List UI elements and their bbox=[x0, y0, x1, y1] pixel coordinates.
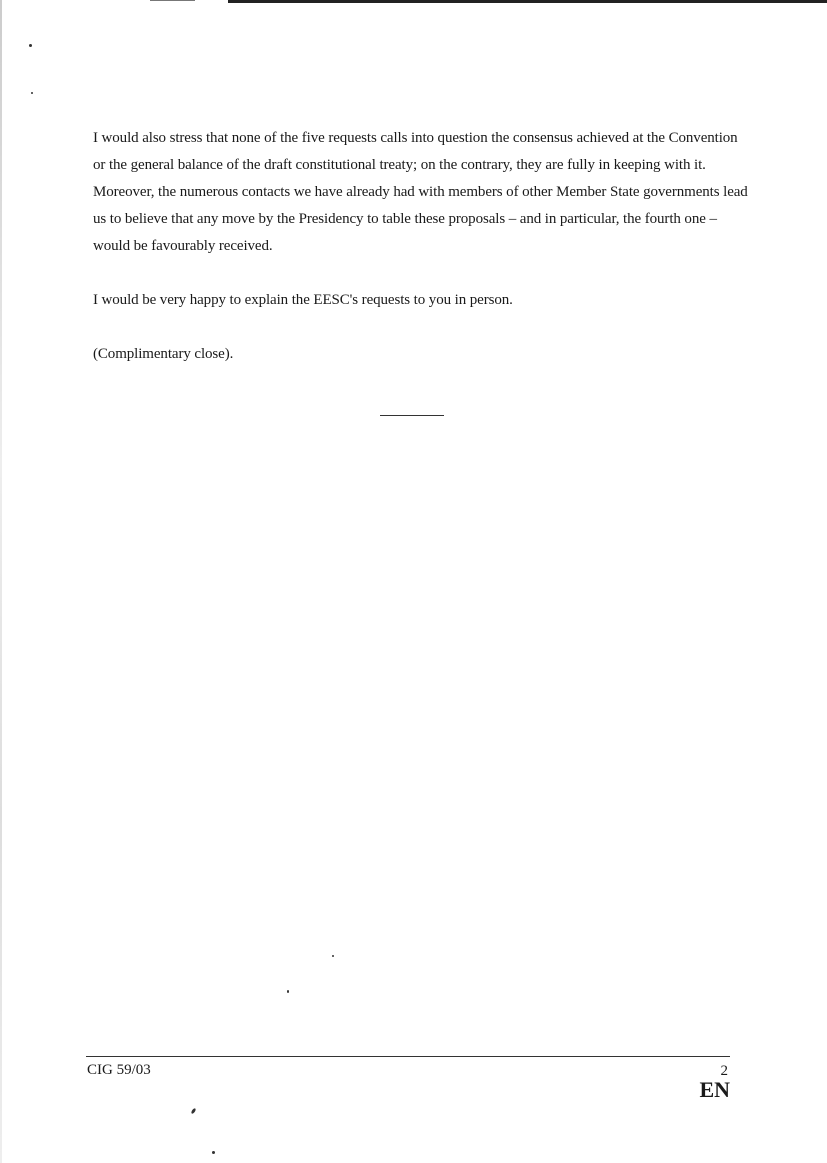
body-paragraph-1: I would also stress that none of the five requests calls into question the consensus achieved at the Convention or the general balance of the draft constitutional treaty; on the contrary, they are fully in keeping with it. Moreover, the numerous contacts we have already had with members of other Member State governments lead us to believe that any move by the Presidency to table these proposals – and in particular, the fourth one – would be favourably received. bbox=[93, 130, 748, 254]
end-of-text-rule bbox=[380, 415, 444, 416]
page-number: 2 bbox=[720, 1063, 728, 1079]
scan-speck bbox=[287, 990, 289, 993]
scan-speck bbox=[332, 955, 334, 957]
top-rule bbox=[228, 0, 827, 3]
top-rule-fragment bbox=[150, 0, 195, 1]
document-reference: CIG 59/03 bbox=[87, 1062, 151, 1078]
scan-left-edge bbox=[0, 0, 2, 1163]
scan-speck bbox=[29, 44, 32, 47]
scan-speck bbox=[212, 1151, 215, 1154]
scan-speck bbox=[31, 92, 33, 94]
language-code: EN bbox=[699, 1077, 730, 1102]
body-paragraph-2: I would be very happy to explain the EESC's requests to you in person. bbox=[93, 292, 513, 308]
footer-rule bbox=[86, 1056, 730, 1057]
complimentary-close: (Complimentary close). bbox=[93, 346, 234, 362]
scan-speck bbox=[191, 1108, 197, 1115]
